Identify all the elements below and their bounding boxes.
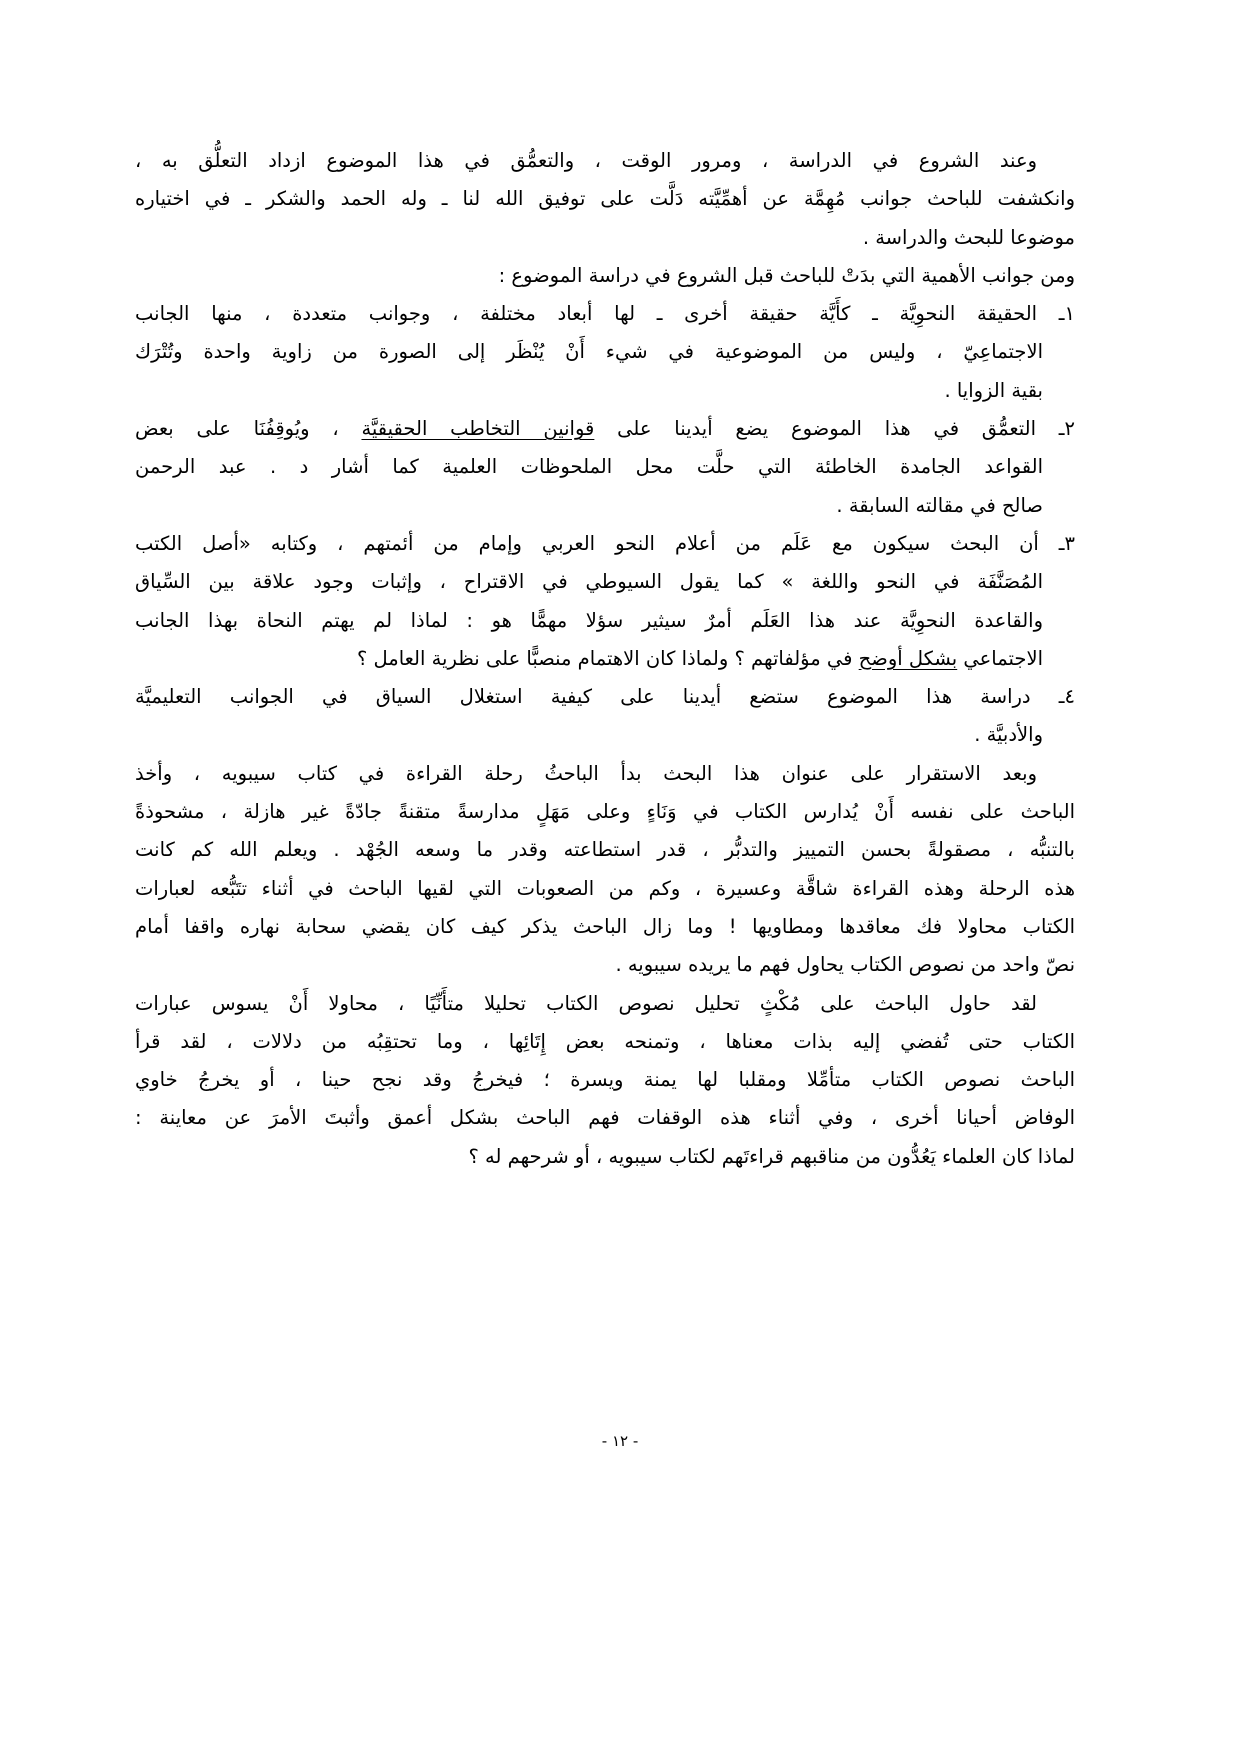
text-line: [135, 487, 1075, 525]
text-run: ، ويُوقِفُنَا على بعض: [135, 417, 362, 441]
text-run: ومن جوانب الأهمية التي بدَتْ للباحث قبل الشروع في دراسة الموضوع :: [498, 263, 1075, 287]
text-run: الباحث نصوص الكتاب متأمِّلا ومقلبا لها يمنة ويسرة ؛ فيخرجُ وقد نجح حينا ، أو يخرجُ خاوي: [135, 1068, 1075, 1092]
text-line: [135, 1099, 1075, 1137]
text-line: [135, 372, 1075, 410]
text-line: [135, 1023, 1075, 1061]
text-line: [135, 257, 1075, 295]
text-line: [135, 333, 1075, 371]
text-line: [135, 908, 1075, 946]
text-line: [135, 142, 1075, 180]
text-line: [135, 563, 1075, 601]
underlined-text: قوانين التخاطب الحقيقيَّة: [361, 417, 595, 441]
document-body: [135, 142, 1075, 1176]
text-line: [135, 1061, 1075, 1099]
text-line: [135, 219, 1075, 257]
text-run: الوفاض أحيانا أخرى ، وفي أثناء هذه الوقفات فهم الباحث بشكل أعمق وأثبتَ الأمرَ عن معاينة :: [135, 1106, 1075, 1130]
text-line: [135, 1138, 1075, 1176]
text-run: لقد حاول الباحث على مُكْثٍ تحليل نصوص الكتاب تحليلا متأَنِّيًا ، محاولا أَنْ يسوس عبارات: [135, 991, 1037, 1015]
text-line: [135, 716, 1075, 754]
text-line: [135, 870, 1075, 908]
text-run: والأدبيَّة .: [974, 723, 1043, 747]
text-line: [135, 295, 1075, 333]
text-line: [135, 410, 1075, 448]
text-line: [135, 755, 1075, 793]
text-run: وانكشفت للباحث جوانب مُهِمَّة عن أهمِّيَّته دَلَّت على توفيق الله لنا ـ وله الحمد والشكر ـ في اختياره: [135, 187, 1075, 211]
underlined-text: بشكل أوضح: [858, 646, 958, 670]
text-run: ١ـ الحقيقة النحوِيَّة ـ كأَيَّة حقيقة أخرى ـ لها أبعاد مختلفة ، وجوانب متعددة ، منها الجانب: [135, 302, 1075, 326]
text-run: الاجتماعِيّ ، وليس من الموضوعية في شيء أَنْ يُنْظَر إلى الصورة من زاوية واحدة وتُتْرَك: [135, 340, 1043, 364]
text-run: الكتاب محاولا فك معاقدها ومطاويها ! وما زال الباحث يذكر كيف كان يقضي سحابة نهاره واقفا أمام: [135, 914, 1075, 938]
text-line: [135, 793, 1075, 831]
text-run: والقاعدة النحوِيَّة عند هذا العَلَم أمرٌ سيثير سؤلا مهمًّا هو : لماذا لم يهتم النحاة بهذا الجانب: [135, 608, 1043, 632]
text-line: [135, 525, 1075, 563]
text-run: ٣ـ أن البحث سيكون مع عَلَم من أعلام النحو العربي وإمام من أئمتهم ، وكتابه «أصل الكتب: [135, 531, 1075, 555]
text-run: الاجتماعي: [957, 646, 1043, 670]
text-run: وبعد الاستقرار على عنوان هذا البحث بدأ الباحثُ رحلة القراءة في كتاب سيبويه ، وأخذ: [135, 761, 1037, 785]
text-line: [135, 946, 1075, 984]
text-run: صالح في مقالته السابقة .: [836, 493, 1043, 517]
text-run: القواعد الجامدة الخاطئة التي حلَّت محل الملحوظات العلمية كما أشار د . عبد الرحمن: [135, 455, 1043, 479]
page-number: - ١٢ -: [601, 1432, 639, 1450]
text-line: [135, 448, 1075, 486]
text-run: هذه الرحلة وهذه القراءة شاقَّة وعسيرة ، وكم من الصعوبات التي لقيها الباحث في أثناء تتَبُّعه لعبارات: [135, 876, 1075, 900]
text-line: [135, 640, 1075, 678]
text-line: [135, 602, 1075, 640]
text-run: بقية الزوايا .: [944, 378, 1043, 402]
text-run: بالتنبُّه ، مصقولةً بحسن التمييز والتدبُّر ، قدر استطاعته وقدر ما وسعه الجُهْد . ويعلم الله كم كانت: [135, 838, 1075, 862]
text-line: [135, 831, 1075, 869]
text-run: موضوعا للبحث والدراسة .: [862, 225, 1075, 249]
text-run: الباحث على نفسه أَنْ يُدارس الكتاب في وَنَاءٍ وعلى مَهَلٍ مدارسةً متقنةً جادّةً غير هازلة ، مشحوذةً: [135, 800, 1075, 824]
text-run: لماذا كان العلماء يَعُدُّون من مناقبهم قراءتَهم لكتاب سيبويه ، أو شرحهم له ؟: [468, 1144, 1075, 1168]
text-run: في مؤلفاتهم ؟ ولماذا كان الاهتمام منصبًّا على نظرية العامل ؟: [356, 646, 859, 670]
text-line: [135, 180, 1075, 218]
text-line: [135, 678, 1075, 716]
text-run: ٢ـ التعمُّق في هذا الموضوع يضع أيدينا على: [594, 417, 1075, 441]
text-run: الكتاب حتى تُفضي إليه بذات معناها ، وتمنحه بعض إِتَائِها ، وما تحتقِبُه من دلالات ، لقد قرأ: [135, 1029, 1075, 1053]
text-run: ٤ـ دراسة هذا الموضوع ستضع أيدينا على كيفية استغلال السياق في الجوانب التعليميَّة: [135, 685, 1075, 709]
text-run: المُصَنَّفَة في النحو واللغة » كما يقول السيوطي في الاقتراح ، وإثبات وجود علاقة بين السِّياق: [135, 570, 1043, 594]
text-line: [135, 985, 1075, 1023]
text-run: وعند الشروع في الدراسة ، ومرور الوقت ، والتعمُّق في هذا الموضوع ازداد التعلُّق به ،: [135, 149, 1037, 172]
text-run: نصّ واحد من نصوص الكتاب يحاول فهم ما يريده سيبويه .: [615, 953, 1075, 977]
